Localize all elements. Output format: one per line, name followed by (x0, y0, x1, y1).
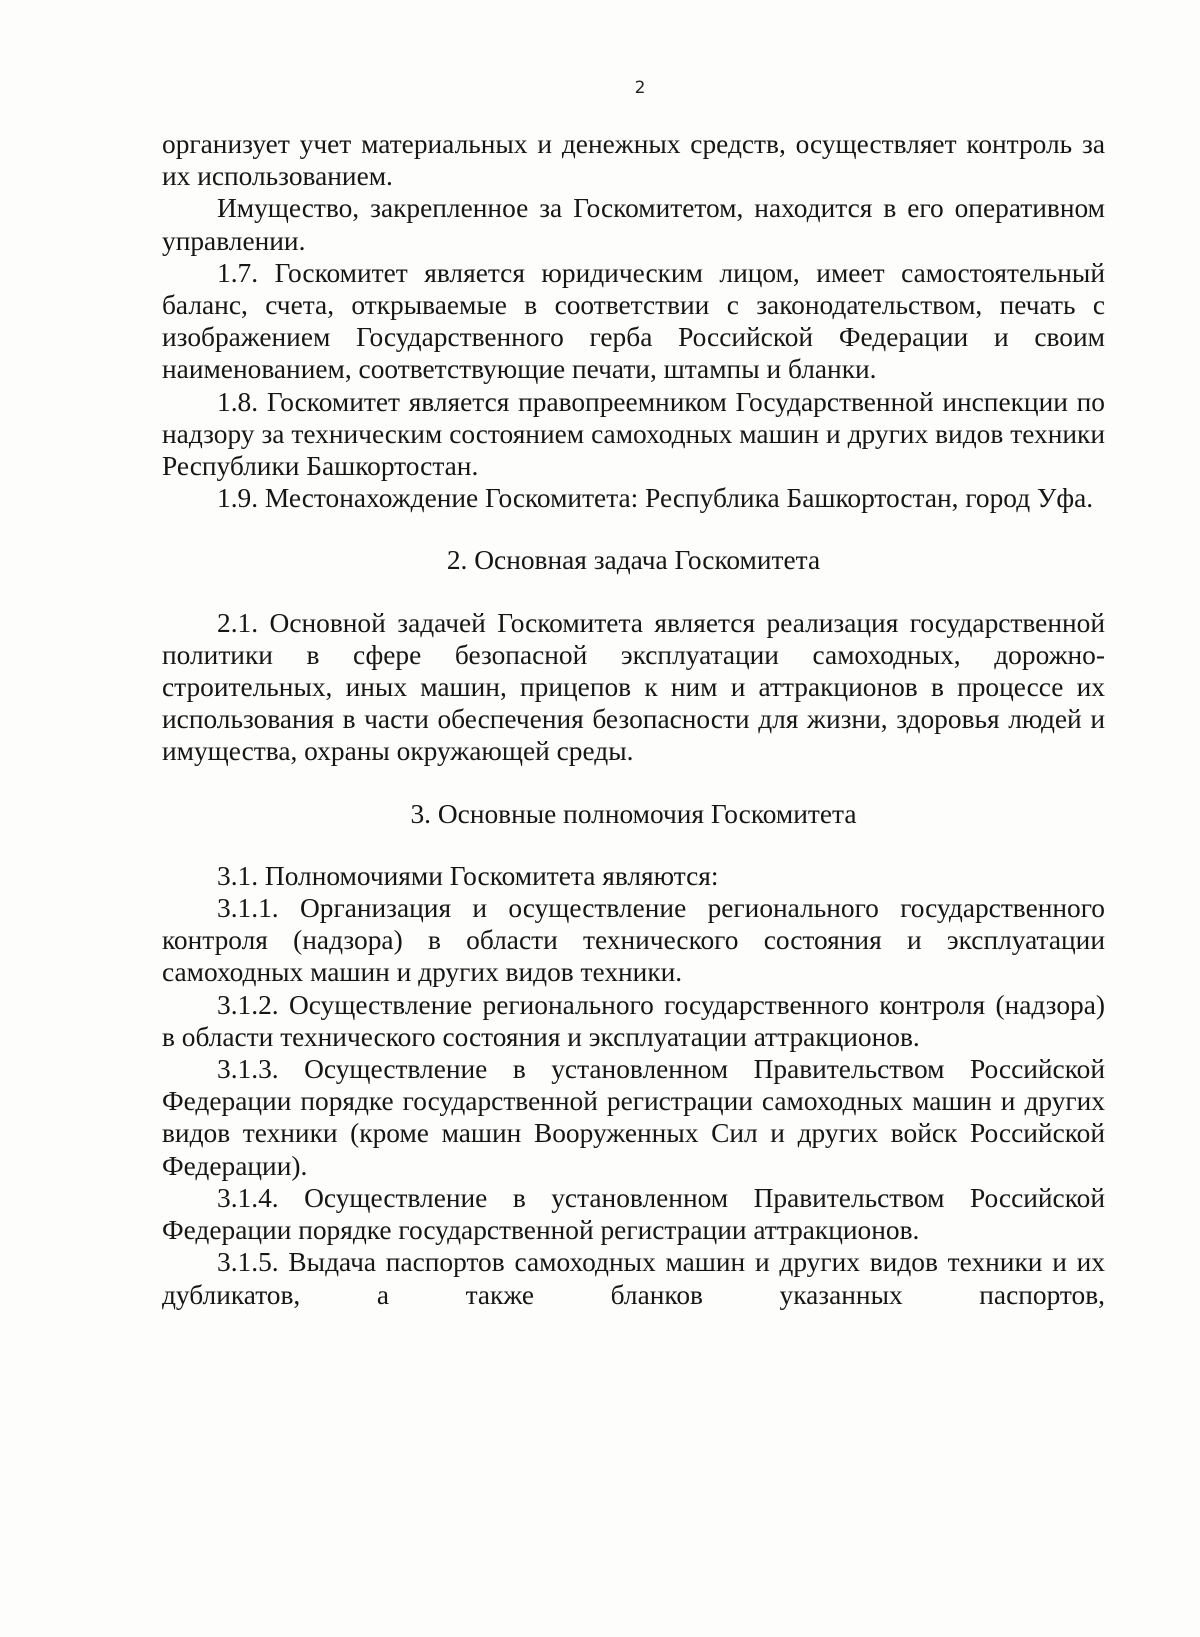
paragraph-2-1: 2.1. Основной задачей Госкомитета является реализация государственной политики в сфере безопасной эксплуатации самоходных, дорожно-строительных, иных машин, прицепов к ним и аттракционов в процессе их использования в части обеспечения безопасности для жизни, здоровья людей и имущества, охраны окружающей среды. (162, 607, 1105, 767)
paragraph-1-9: 1.9. Местонахождение Госкомитета: Республика Башкортостан, город Уфа. (217, 483, 1094, 514)
paragraph-continuation: организует учет материальных и денежных средств, осуществляет контроль за их использованием. (162, 129, 1105, 192)
paragraph-3-1-4: 3.1.4. Осуществление в установленном Правительством Российской Федерации порядке государственной регистрации аттракционов. (162, 1182, 1105, 1246)
section-heading-3: 3. Основные полномочия Госкомитета (410, 798, 857, 829)
paragraph-1-8: 1.8. Госкомитет является правопреемником Государственной инспекции по надзору за техническим состоянием самоходных машин и других видов техники Республики Башкортостан. (162, 386, 1105, 482)
section-heading-2: 2. Основная задача Госкомитета (446, 545, 821, 576)
paragraph-property: Имущество, закрепленное за Госкомитетом, находится в его оперативном управлении. (162, 193, 1105, 256)
paragraph-1-7: 1.7. Госкомитет является юридическим лицом, имеет самостоятельный баланс, счета, открываемые в соответствии с законодательством, печать с изображением Государственного герба Российской Федерации и своим наименованием, соответствующие печати, штампы и бланки. (162, 257, 1105, 385)
paragraph-3-1-5: 3.1.5. Выдача паспортов самоходных машин и других видов техники и их дубликатов, а также бланков указанных паспортов, (162, 1247, 1105, 1310)
paragraph-3-1: 3.1. Полномочиями Госкомитета являются: (217, 860, 719, 891)
paragraph-3-1-3: 3.1.3. Осуществление в установленном Правительством Российской Федерации порядке государственной регистрации самоходных машин и других видов техники (кроме машин Вооруженных Сил и других войск Российской Федерации). (162, 1054, 1105, 1181)
spacer (162, 768, 1105, 798)
spacer (162, 577, 1105, 607)
document-body (162, 128, 1105, 1311)
page-number: 2 (634, 78, 646, 98)
paragraph-3-1-2: 3.1.2. Осуществление регионального государственного контроля (надзора) в области технического состояния и эксплуатации аттракционов. (162, 989, 1105, 1052)
spacer (162, 514, 1105, 544)
spacer (162, 830, 1105, 860)
paragraph-3-1-1: 3.1.1. Организация и осуществление регионального государственного контроля (надзора) в области технического состояния и эксплуатации самоходных машин и других видов техники. (162, 893, 1105, 988)
